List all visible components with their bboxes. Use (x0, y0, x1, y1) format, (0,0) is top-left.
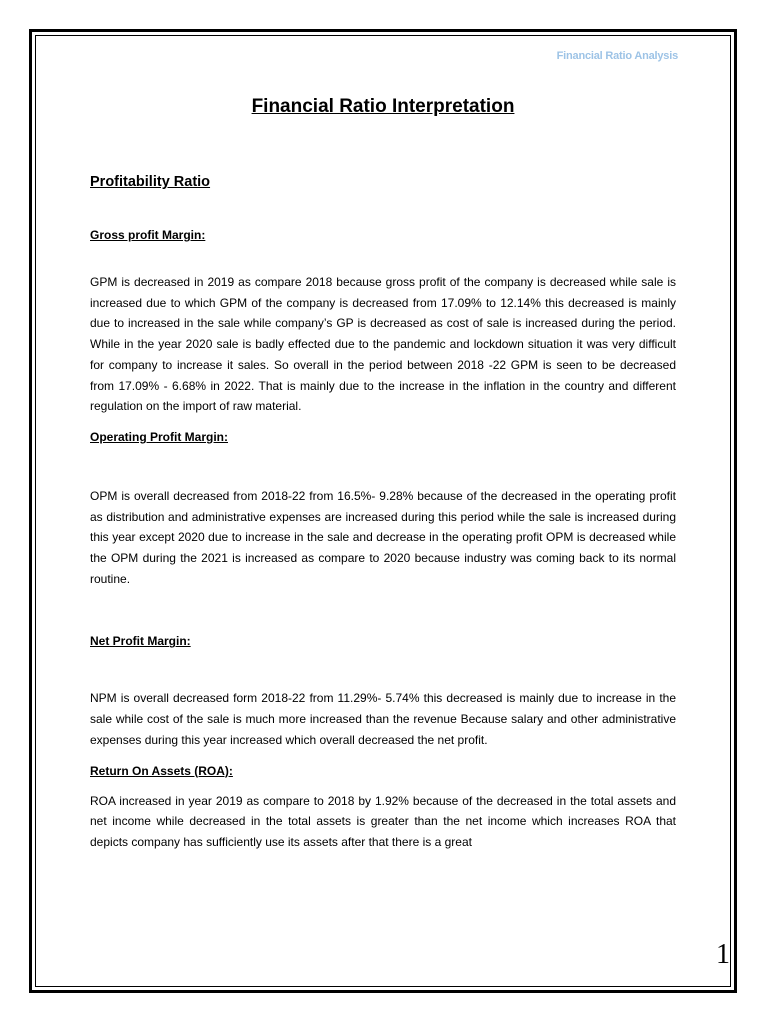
running-header: Financial Ratio Analysis (556, 50, 678, 62)
page-number: 1 (716, 939, 730, 970)
section-title-profitability: Profitability Ratio (90, 174, 211, 190)
heading-return-on-assets: Return On Assets (ROA): (90, 763, 233, 778)
heading-net-profit-margin: Net Profit Margin: (90, 634, 191, 649)
paragraph-gross-profit-margin: GPM is decreased in 2019 as compare 2018 because gross profit of the company is decreased while sale is increased due to which GPM of the company is decreased from 17.09% to 12.14% this decreased is mainly due to increased in the sale while company’s GP is decreased as cost of sale is increased during the period. While in the year 2020 sale is badly effected due to the pandemic and lockdown situation it was very difficult for company to increase it sales. So overall in the period between 2018 -22 GPM is seen to be decreased from 17.09% - 6.68% in 2022. That is mainly due to the increase in the inflation in the country and different regulation on the import of raw material. (90, 275, 676, 414)
document-title: Financial Ratio Interpretation (251, 96, 515, 117)
heading-gross-profit-margin: Gross profit Margin: (90, 228, 206, 242)
heading-operating-profit-margin: Operating Profit Margin: (90, 429, 228, 444)
paragraph-return-on-assets: ROA increased in year 2019 as compare to 2018 by 1.92% because of the decreased in the total assets and net income while decreased in the total assets is greater than the net income which increases ROA that depicts company has sufficiently use its assets after that there is a great (90, 793, 676, 849)
document-body (90, 92, 676, 853)
paragraph-operating-profit-margin: OPM is overall decreased from 2018-22 from 16.5%- 9.28% because of the decreased in the operating profit as distribution and administrative expenses are increased during this period while the sale is increased during this year except 2020 due to increase in the sale and decrease in the operating profit OPM is decreased while the OPM during the 2021 is increased as compare to 2020 because industry was coming back to its normal routine. (90, 488, 676, 586)
paragraph-net-profit-margin: NPM is overall decreased form 2018-22 from 11.29%- 5.74% this decreased is mainly due to increase in the sale while cost of the sale is much more increased than the revenue Because salary and other administrative expenses during this year increased which overall decreased the net profit. (90, 691, 676, 747)
